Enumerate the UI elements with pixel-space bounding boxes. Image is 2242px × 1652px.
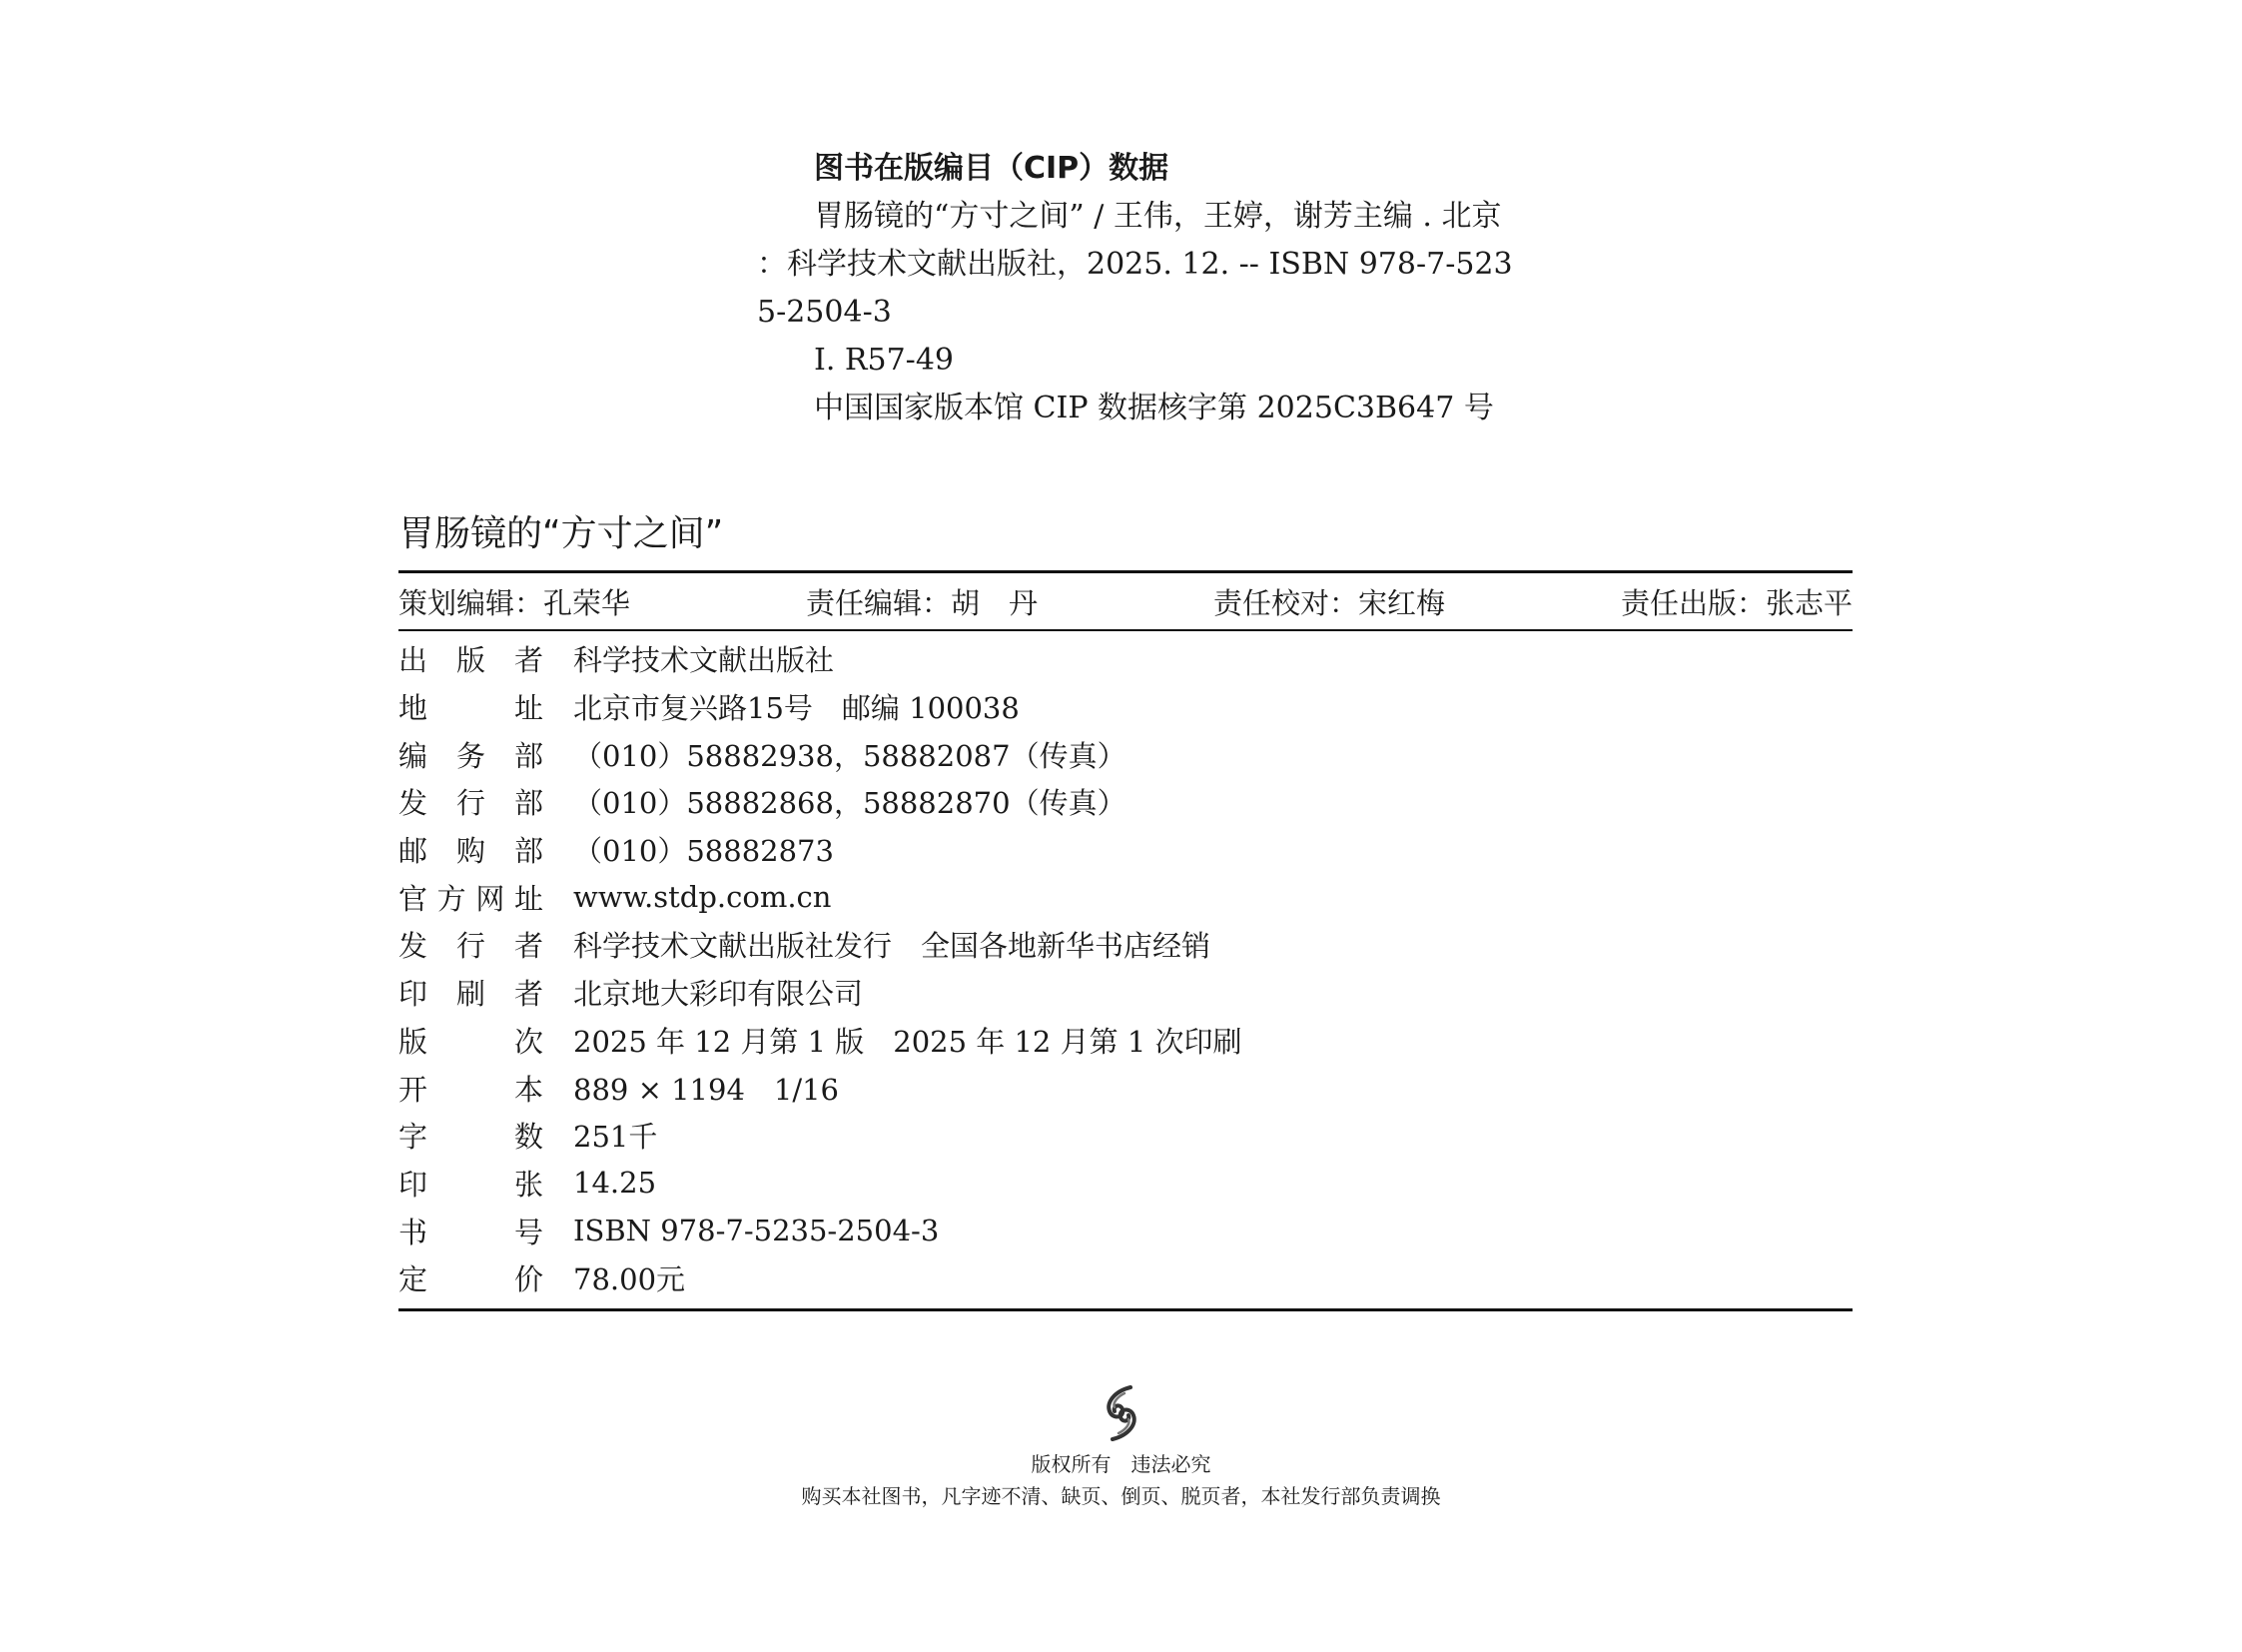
info-label-char: 部 <box>513 834 543 869</box>
info-label-char: 者 <box>513 929 543 964</box>
publication-info <box>398 631 1853 1311</box>
info-row <box>398 683 1853 731</box>
info-label-char: 印 <box>398 1167 428 1202</box>
info-label <box>398 877 573 918</box>
credit-value: 张志平 <box>1765 585 1853 620</box>
info-row <box>398 1064 1853 1112</box>
info-label-char: 方 <box>436 881 466 916</box>
info-label-char: 书 <box>398 1215 428 1249</box>
info-row <box>398 730 1853 778</box>
info-label-char: 字 <box>398 1120 428 1155</box>
info-value: 251千 <box>573 1120 658 1155</box>
info-label-char: 者 <box>513 977 543 1012</box>
info-row <box>398 921 1853 969</box>
info-row <box>398 826 1853 874</box>
info-value: www.stdp.com.cn <box>573 880 832 915</box>
info-label-char: 部 <box>513 786 543 821</box>
info-label-char: 部 <box>513 738 543 773</box>
info-label-char: 编 <box>398 738 428 773</box>
credit-proofreader <box>1213 581 1445 622</box>
info-label-char: 购 <box>455 834 485 869</box>
info-row <box>398 873 1853 921</box>
info-value: 科学技术文献出版社发行 全国各地新华书店经销 <box>573 929 1211 964</box>
info-label-char: 邮 <box>398 834 428 869</box>
footer <box>0 1383 2242 1511</box>
info-label-char: 印 <box>398 977 428 1012</box>
credit-planning-editor <box>398 581 630 622</box>
info-label <box>398 686 573 727</box>
credit-label: 责任编辑： <box>805 585 951 620</box>
info-label-char: 网 <box>475 881 505 916</box>
info-label-char: 定 <box>398 1262 428 1297</box>
info-row <box>398 635 1853 683</box>
credit-value: 宋红梅 <box>1357 585 1445 620</box>
info-label-char: 出 <box>398 643 428 678</box>
info-label <box>398 1257 573 1298</box>
info-label-char: 址 <box>513 691 543 726</box>
info-label <box>398 1163 573 1204</box>
info-label-char: 价 <box>513 1262 543 1297</box>
info-row <box>398 778 1853 826</box>
info-label-char: 发 <box>398 786 428 821</box>
info-row <box>398 1207 1853 1254</box>
info-row <box>398 969 1853 1017</box>
info-label-char: 数 <box>513 1120 543 1155</box>
rights-reserved: 版权所有 违法必究 <box>1031 1452 1211 1476</box>
info-value: （010）58882873 <box>573 834 834 869</box>
info-label-char: 版 <box>455 643 485 678</box>
info-value: （010）58882868，58882870（传真） <box>573 786 1126 821</box>
cip-block <box>757 145 1516 432</box>
info-label <box>398 1068 573 1109</box>
info-row <box>398 1254 1853 1302</box>
info-label-char: 号 <box>513 1215 543 1249</box>
info-value: 78.00元 <box>573 1262 686 1297</box>
book-title: 胃肠镜的“方寸之间” <box>398 513 724 554</box>
info-label-char: 址 <box>513 881 543 916</box>
info-label <box>398 781 573 822</box>
info-label <box>398 1115 573 1156</box>
credit-label: 责任出版： <box>1620 585 1766 620</box>
info-value: ISBN 978-7-5235-2504-3 <box>573 1214 940 1248</box>
cip-classification: Ⅰ. R57-49 <box>814 343 954 378</box>
info-value: 科学技术文献出版社 <box>573 643 835 678</box>
info-row <box>398 1112 1853 1160</box>
info-label-char: 者 <box>513 643 543 678</box>
info-label <box>398 829 573 870</box>
info-value: 889 × 1194 1/16 <box>573 1072 840 1107</box>
publisher-logo-icon <box>1095 1383 1148 1443</box>
credit-value: 胡 丹 <box>951 585 1039 620</box>
info-label <box>398 638 573 679</box>
cip-record: 中国国家版本馆 CIP 数据核字第 2025C3B647 号 <box>814 391 1494 425</box>
info-label-char: 刷 <box>455 977 485 1012</box>
info-value: 2025 年 12 月第 1 版 2025 年 12 月第 1 次印刷 <box>573 1024 1242 1059</box>
info-label-char: 地 <box>398 691 428 726</box>
info-label <box>398 924 573 965</box>
cip-heading: 图书在版编目（CIP）数据 <box>814 151 1169 186</box>
info-label-char: 开 <box>398 1072 428 1107</box>
info-label-char: 本 <box>513 1072 543 1107</box>
info-label-char: 次 <box>513 1024 543 1059</box>
info-row <box>398 1160 1853 1208</box>
info-label-char: 行 <box>455 786 485 821</box>
info-label <box>398 972 573 1013</box>
copyright-table <box>398 510 1853 1311</box>
credit-responsible-editor <box>806 581 1038 622</box>
credit-publishing <box>1621 581 1853 622</box>
credits-row <box>398 570 1853 631</box>
info-row <box>398 1017 1853 1065</box>
info-label <box>398 1211 573 1251</box>
info-value: 北京地大彩印有限公司 <box>573 977 864 1012</box>
credit-value: 孔荣华 <box>543 585 631 620</box>
info-label <box>398 734 573 775</box>
info-value: （010）58882938，58882087（传真） <box>573 738 1126 773</box>
credit-label: 策划编辑： <box>398 585 544 620</box>
info-label-char: 发 <box>398 929 428 964</box>
info-value: 14.25 <box>573 1166 657 1201</box>
info-label-char: 行 <box>455 929 485 964</box>
replacement-notice: 购买本社图书，凡字迹不清、缺页、倒页、脱页者，本社发行部负责调换 <box>801 1484 1441 1508</box>
info-label <box>398 1020 573 1061</box>
info-label-char: 张 <box>513 1167 543 1202</box>
info-label-char: 版 <box>398 1024 428 1059</box>
info-label-char: 官 <box>398 881 428 916</box>
info-value: 北京市复兴路15号 邮编 100038 <box>573 691 1020 726</box>
credit-label: 责任校对： <box>1212 585 1358 620</box>
cip-body: 胃肠镜的“方寸之间” / 王伟，王婷，谢芳主编 . 北京 ：科学技术文献出版社，2025. 12. -- ISBN 978-7-5235-2504-3 <box>757 199 1513 330</box>
info-label-char: 务 <box>455 738 485 773</box>
